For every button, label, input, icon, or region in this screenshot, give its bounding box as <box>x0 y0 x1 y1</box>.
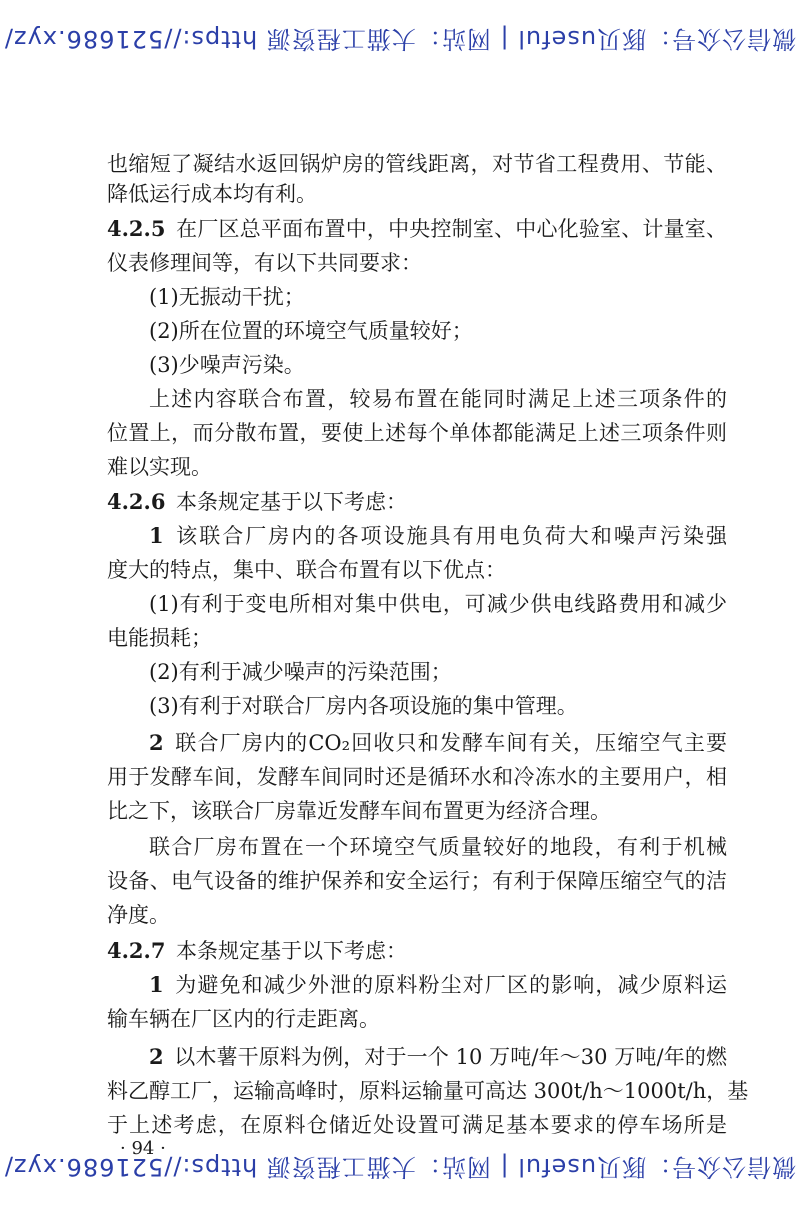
clause-number: 4.2.5 <box>107 216 166 241</box>
text-content: 电能损耗； <box>107 626 212 650</box>
text-content: (1)有利于变电所相对集中供电，可减少供电线路费用和减少 <box>149 592 727 616</box>
text-content: 度大的特点，集中、联合布置有以下优点： <box>107 558 506 582</box>
text-content: 仪表修理间等，有以下共同要求： <box>107 251 422 275</box>
text-line <box>149 283 727 311</box>
text-line <box>149 692 727 720</box>
text-line <box>107 150 727 178</box>
text-content: 于上述考虑，在原料仓储近处设置可满足基本要求的停车场所是 <box>107 1113 727 1137</box>
text-line <box>149 522 727 550</box>
text-line <box>149 351 727 379</box>
text-line <box>107 488 727 516</box>
text-content: 比之下，该联合厂房靠近发酵车间布置更为经济合理。 <box>107 799 611 823</box>
text-line <box>107 1111 727 1139</box>
text-content: 设备、电气设备的维护保养和安全运行；有利于保障压缩空气的洁 <box>107 869 727 893</box>
text-content: 该联合厂房内的各项设施具有用电负荷大和噪声污染强 <box>174 524 727 548</box>
text-line <box>107 215 727 243</box>
text-content: 上述内容联合布置，较易布置在能同时满足上述三项条件的 <box>149 387 727 411</box>
text-content: 为避免和减少外泄的原料粉尘对厂区的影响，减少原料运 <box>174 973 727 997</box>
text-content: (3)少噪声污染。 <box>149 353 305 377</box>
text-content: (3)有利于对联合厂房内各项设施的集中管理。 <box>149 694 578 718</box>
text-line <box>149 833 727 861</box>
text-content: (2)有利于减少噪声的污染范围； <box>149 660 452 684</box>
text-content: 也缩短了凝结水返回锅炉房的管线距离，对节省工程费用、节能、 <box>107 152 727 176</box>
text-line <box>107 937 727 965</box>
text-line <box>107 1005 727 1033</box>
text-line <box>107 797 727 825</box>
text-content: (2)所在位置的环境空气质量较好； <box>149 319 473 343</box>
text-line <box>107 556 727 584</box>
text-line <box>149 971 727 999</box>
text-line <box>107 249 727 277</box>
text-content: 本条规定基于以下考虑： <box>175 939 407 963</box>
watermark-bottom: 微信公众号：豚贝useful | 网站：大猫工程资源 https://521686.xyz/ <box>3 1153 797 1182</box>
text-line <box>107 867 727 895</box>
text-line <box>107 419 727 447</box>
text-line <box>107 180 727 208</box>
text-content: 料乙醇工厂，运输高峰时，原料运输量可高达 300t/h～1000t/h，基 <box>107 1079 749 1103</box>
text-content: 净度。 <box>107 903 170 927</box>
text-line <box>149 317 727 345</box>
text-line <box>149 658 727 686</box>
clause-number: 2 <box>149 1044 164 1069</box>
clause-number: 1 <box>149 523 164 548</box>
clause-number: 1 <box>149 972 164 997</box>
text-content: 用于发酵车间，发酵车间同时还是循环水和冷冻水的主要用户，相 <box>107 765 727 789</box>
clause-number: 4.2.7 <box>107 938 166 963</box>
text-content: 输车辆在厂区内的行走距离。 <box>107 1007 380 1031</box>
text-line <box>149 729 727 757</box>
text-line <box>107 1077 749 1105</box>
text-content: 位置上，而分散布置，要使上述每个单体都能满足上述三项条件则 <box>107 421 727 445</box>
text-line <box>149 590 727 618</box>
page-number: · 94 · <box>120 1138 166 1159</box>
text-content: 联合厂房布置在一个环境空气质量较好的地段，有利于机械 <box>149 835 727 859</box>
text-content: 以木薯干原料为例，对于一个 10 万吨/年～30 万吨/年的燃 <box>174 1045 727 1069</box>
text-content: 联合厂房内的CO₂回收只和发酵车间有关，压缩空气主要 <box>174 731 727 755</box>
text-line <box>107 901 727 929</box>
text-content: (1)无振动干扰； <box>149 285 305 309</box>
clause-number: 4.2.6 <box>107 489 166 514</box>
text-content: 本条规定基于以下考虑： <box>175 490 407 514</box>
text-content: 难以实现。 <box>107 455 212 479</box>
watermark-top: 微信公众号：豚贝useful | 网站：大猫工程资源 https://521686.xyz/ <box>3 25 797 54</box>
text-line <box>107 453 727 481</box>
text-content: 降低运行成本均有利。 <box>107 182 317 206</box>
text-line <box>107 624 727 652</box>
text-content: 在厂区总平面布置中，中央控制室、中心化验室、计量室、 <box>175 217 727 241</box>
text-line <box>149 385 727 413</box>
clause-number: 2 <box>149 730 164 755</box>
text-line <box>149 1043 727 1071</box>
text-line <box>107 763 727 791</box>
